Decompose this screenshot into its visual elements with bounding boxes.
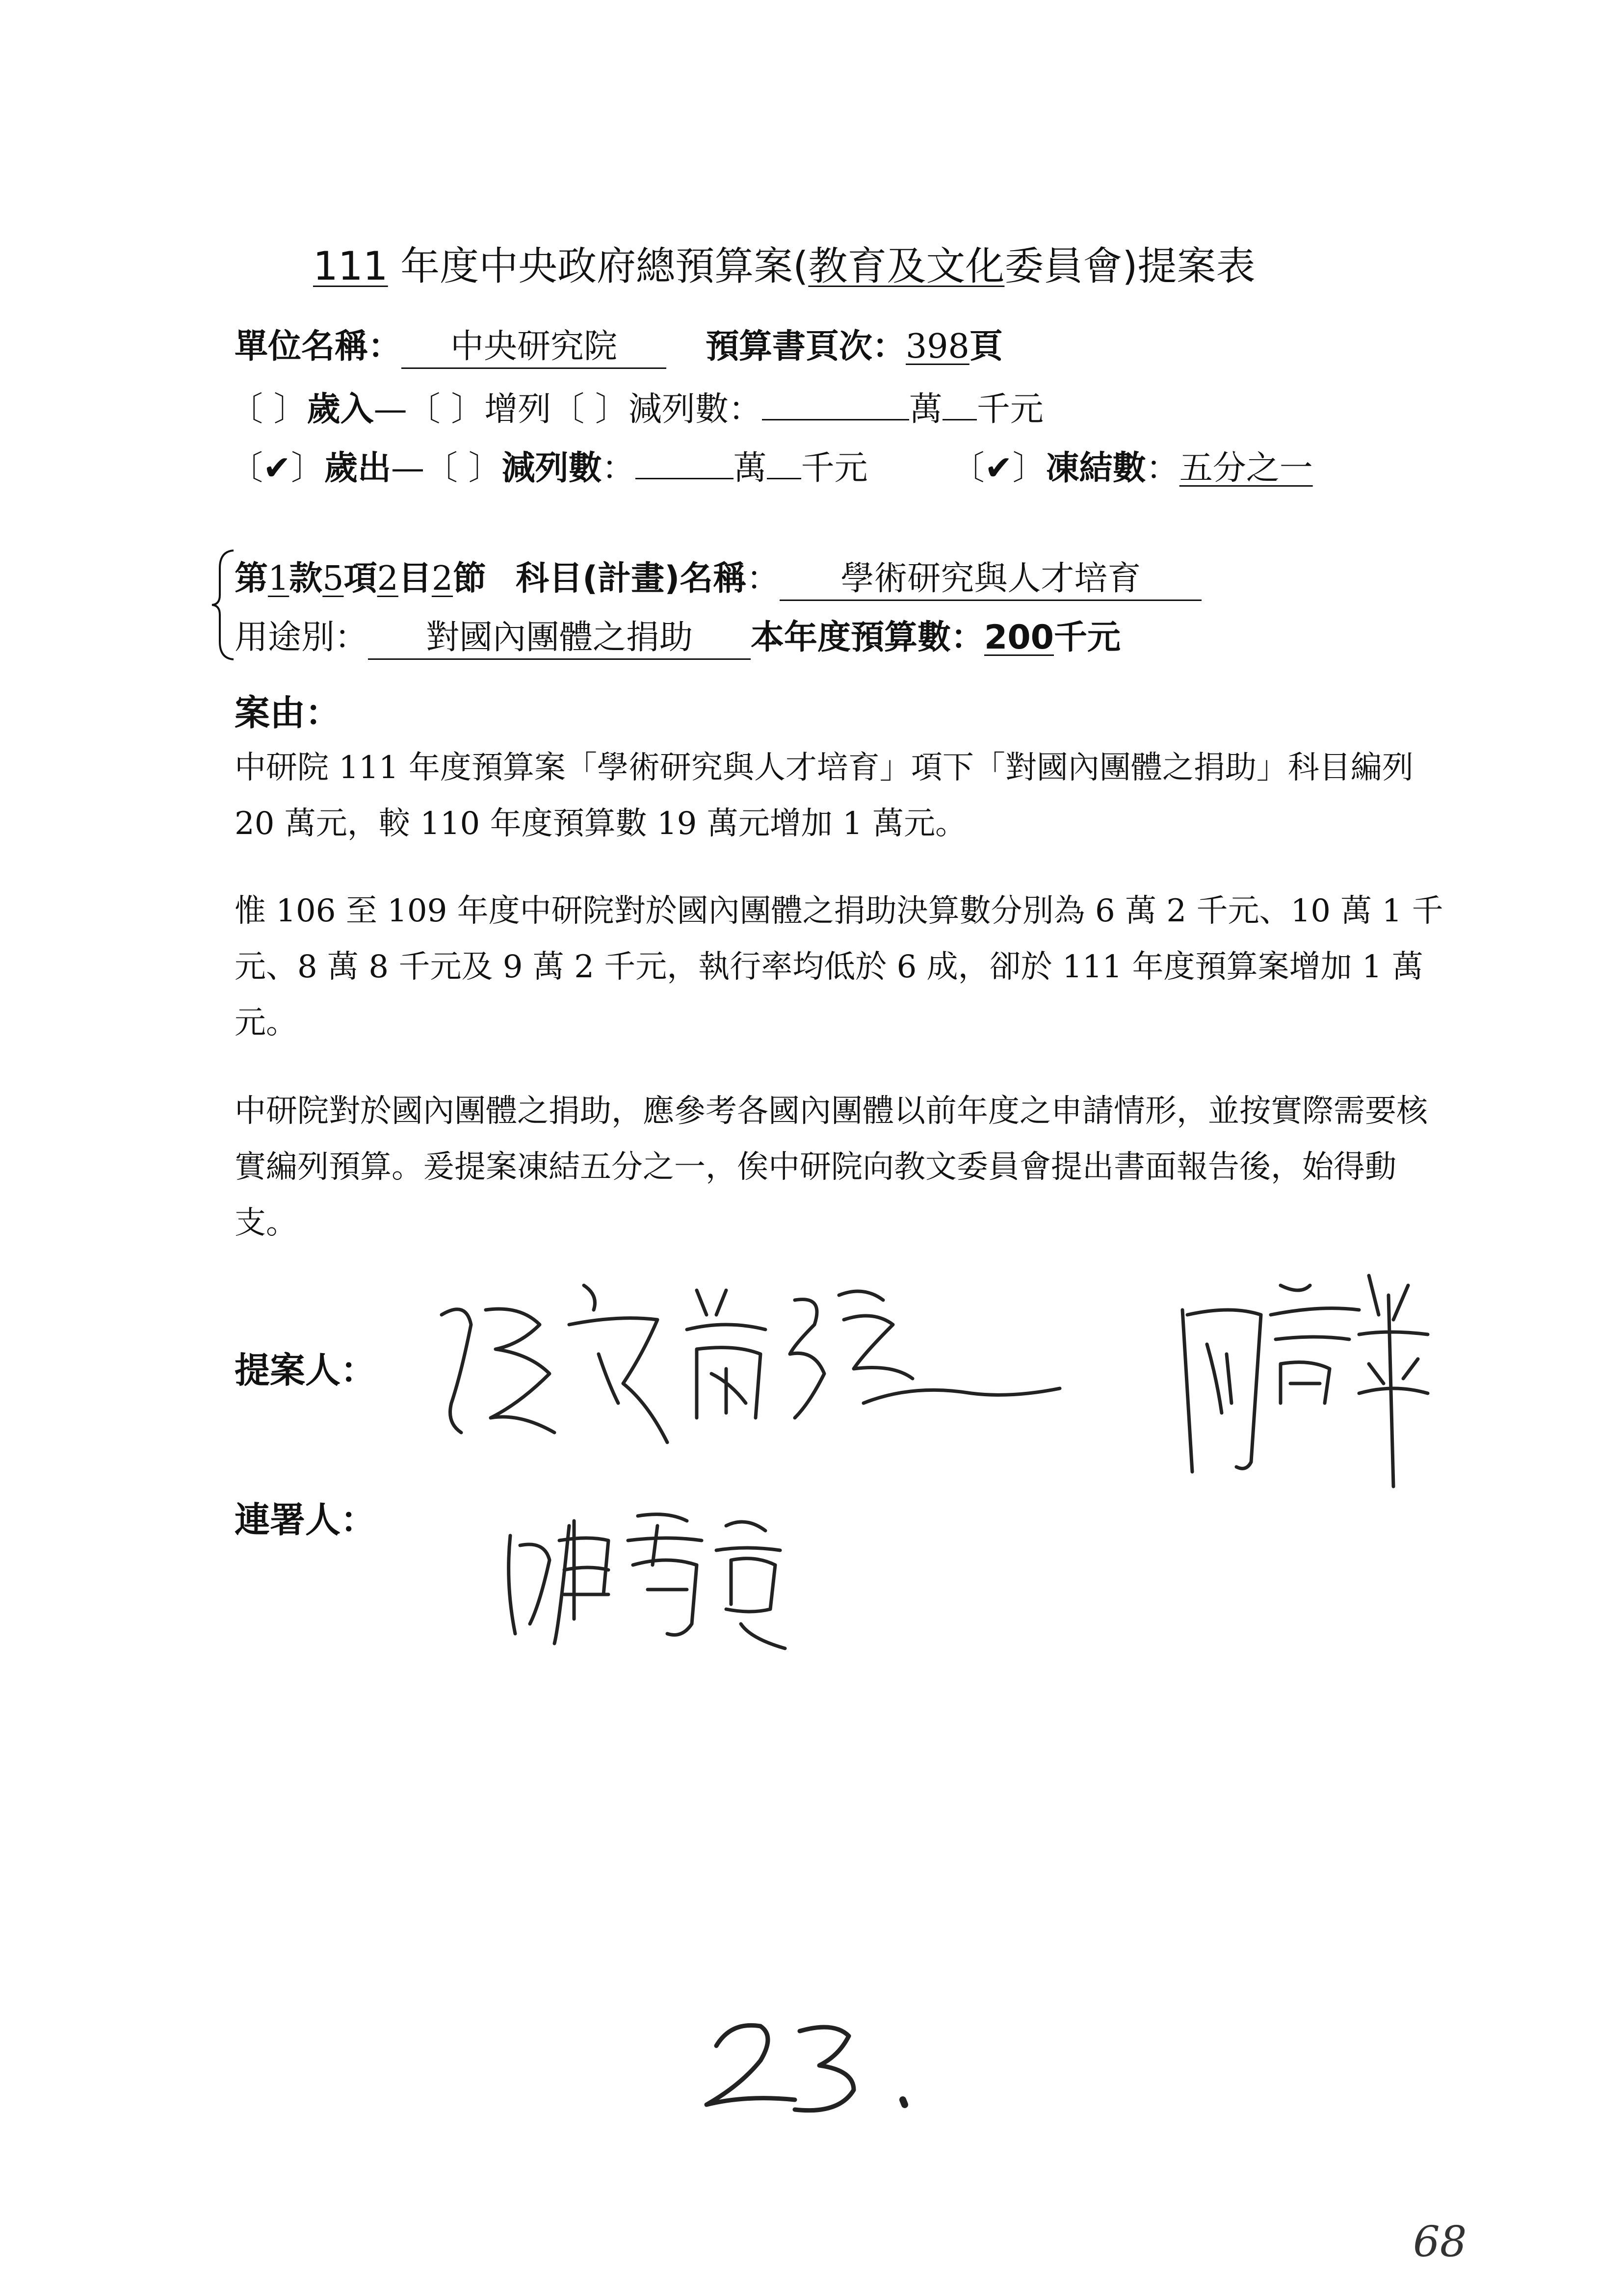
handwritten-number-text: [687, 2134, 688, 2135]
title-year: 111: [313, 243, 388, 289]
proposer-signature-1: [422, 1256, 1109, 1462]
title-committee: 教育及文化: [808, 243, 1005, 289]
expenditure-wan: 萬: [733, 449, 767, 488]
expenditure-bracket: 〔✔〕: [230, 449, 324, 488]
mu-value: 2: [377, 559, 398, 598]
page-number: 68: [1413, 2218, 1467, 2267]
subject-value: 學術研究與人才培育: [780, 552, 1202, 601]
page-label: 預算書頁次：: [706, 327, 906, 366]
revenue-options: —〔 〕增列〔 〕減列數：: [373, 390, 762, 429]
revenue-wan-blank: [762, 386, 909, 420]
amount-label: 本年度預算數：: [751, 618, 985, 657]
expenditure-dash: —〔 〕: [391, 449, 502, 488]
freeze-label: 凍結數: [1046, 449, 1146, 488]
unit-value: 中央研究院: [401, 320, 666, 369]
handwritten-number: [687, 2002, 922, 2129]
usage-value: 對國內團體之捐助: [368, 611, 751, 660]
cosigner-signature: [491, 1496, 795, 1658]
expenditure-colon: ：: [602, 449, 635, 488]
usage-row: [235, 611, 1121, 660]
jie-unit: 節: [453, 559, 487, 598]
budget-item-row: [235, 552, 1202, 601]
kuan-label: 第: [235, 559, 268, 598]
expenditure-reduce: 減列數: [501, 449, 602, 488]
kuan-unit: 款: [289, 559, 323, 598]
expenditure-qian: 千元: [801, 449, 868, 488]
revenue-row: [230, 383, 1044, 430]
revenue-label: 歲入: [307, 390, 374, 429]
freeze-bracket: 〔✔〕: [951, 449, 1046, 488]
expenditure-qian-blank: [767, 444, 801, 479]
amount-value: 200: [984, 618, 1054, 657]
page-value: 398: [906, 327, 969, 366]
amount-unit: 千元: [1053, 618, 1121, 657]
jie-value: 2: [431, 559, 453, 598]
unit-row: [235, 320, 1003, 369]
expenditure-row: [230, 442, 1313, 489]
page-unit: 頁: [969, 327, 1003, 366]
document-title: [313, 235, 1256, 291]
freeze-colon: ：: [1146, 449, 1179, 488]
reason-paragraph-2: 惟 106 至 109 年度中研院對於國內團體之捐助決算數分別為 6 萬 2 千元、10 萬 1 千元、8 萬 8 千元及 9 萬 2 千元，執行率均低於 6 成，卻於 111 年度預算案增加 1 萬元。: [235, 893, 1443, 1041]
usage-label: 用途別：: [235, 618, 368, 657]
reason-paragraph-1: 中研院 111 年度預算案「學術研究與人才培育」項下「對國內團體之捐助」科目編列 20 萬元，較 110 年度預算數 19 萬元增加 1 萬元。: [235, 750, 1414, 842]
subject-label: 科目(計畫)名稱: [516, 559, 747, 598]
freeze-value: 五分之一: [1179, 449, 1313, 488]
proposer-signature-2: [1163, 1256, 1438, 1501]
revenue-qian-blank: [943, 386, 977, 420]
mu-unit: 目: [398, 559, 432, 598]
expenditure-wan-blank: [635, 444, 733, 479]
expenditure-label: 歲出: [324, 449, 391, 488]
subject-colon: ：: [746, 559, 780, 598]
xiang-value: 5: [322, 559, 344, 598]
reason-label: 案由：: [235, 692, 341, 733]
cosigner-label: 連署人：: [235, 1499, 376, 1540]
title-part-b: 委員會)提案表: [1004, 243, 1256, 289]
revenue-wan: 萬: [909, 390, 943, 429]
unit-label: 單位名稱：: [235, 327, 402, 366]
proposer-label: 提案人：: [235, 1350, 376, 1391]
title-part-a: 年度中央政府總預算案(: [388, 243, 809, 289]
xiang-unit: 項: [343, 559, 377, 598]
kuan-value: 1: [268, 559, 289, 598]
revenue-bracket: 〔 〕: [230, 390, 307, 429]
reason-paragraph-3: 中研院對於國內團體之捐助，應參考各國內團體以前年度之申請情形，並按實際需要核實編列預算。爰提案凍結五分之一，俟中研院向教文委員會提出書面報告後，始得動支。: [235, 1093, 1428, 1241]
revenue-qian: 千元: [976, 390, 1044, 429]
